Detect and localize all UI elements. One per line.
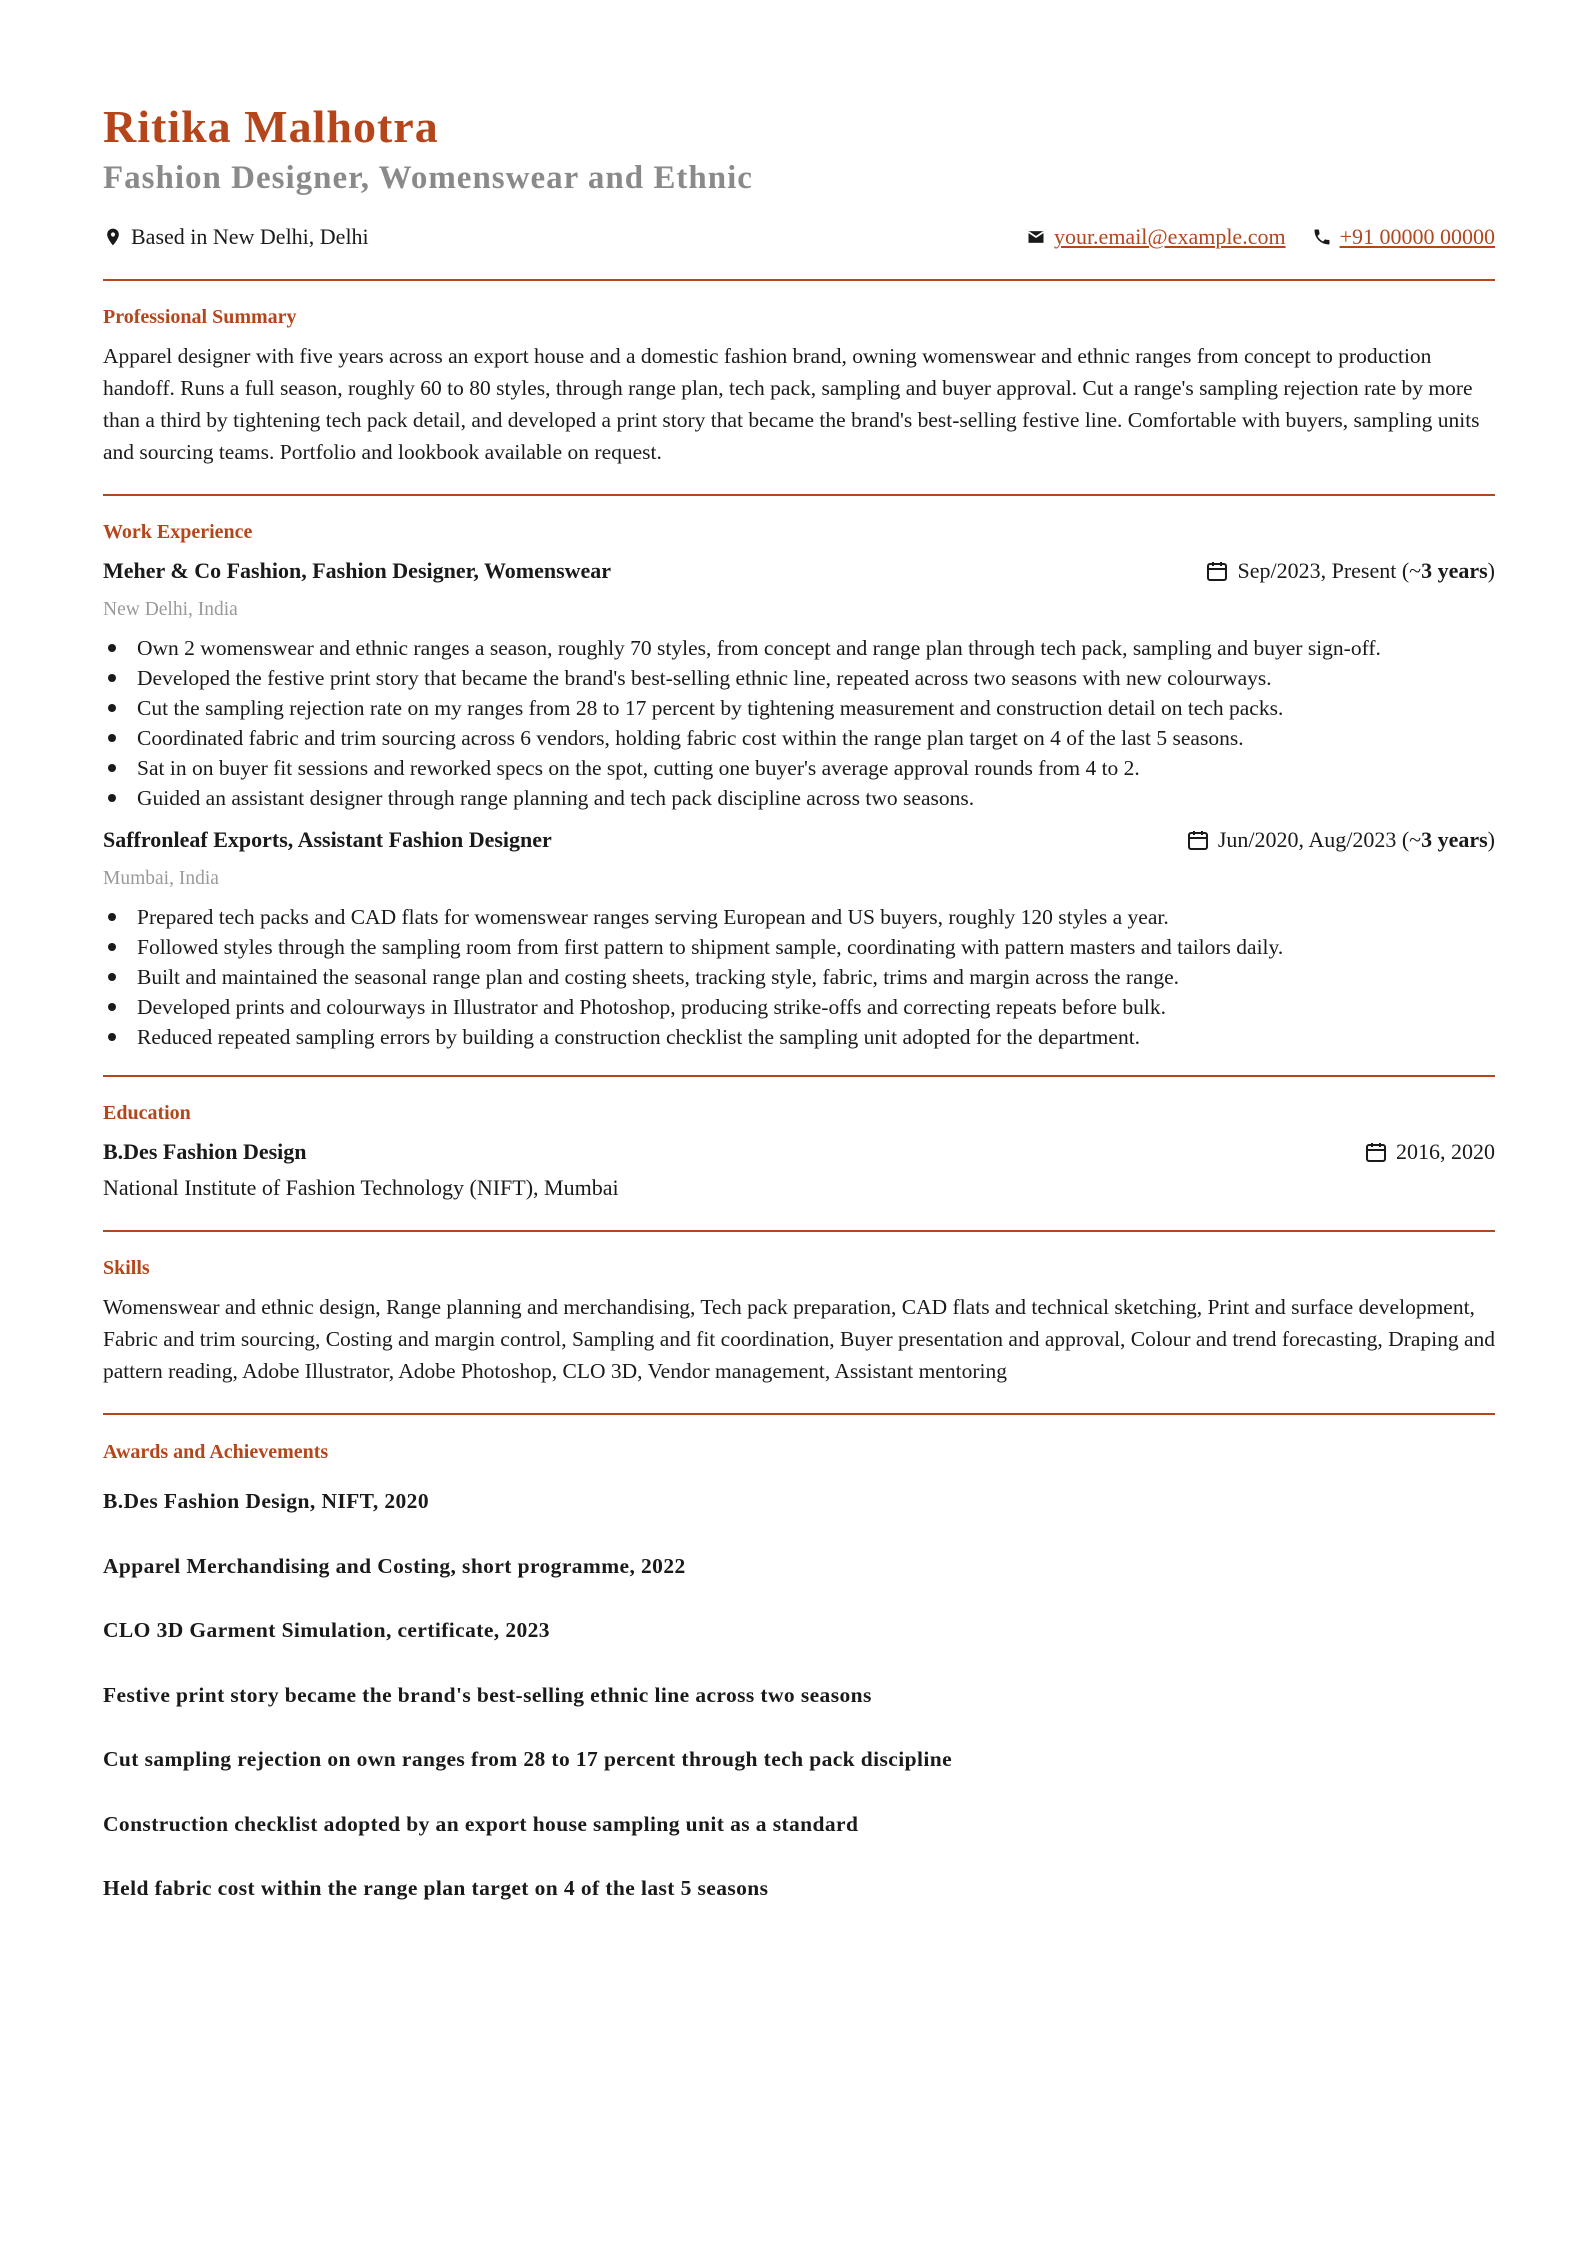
list-item: Developed the festive print story that became the brand's best-selling ethnic line, repeated across two seasons with new colourways.: [137, 663, 1495, 693]
summary-text: Apparel designer with five years across an export house and a domestic fashion brand, owning womenswear and ethnic ranges from concept to production handoff. Runs a full season, roughly 60 to 80 styles, through range plan, tech pack, sampling and buyer approval. Cut a range's sampling rejection rate by more than a third by tightening tech pack detail, and developed a print story that became the brand's best-selling festive line. Comfortable with buyers, sampling units and sourcing teams. Portfolio and lookbook available on request.: [103, 344, 1480, 464]
list-item: Coordinated fabric and trim sourcing across 6 vendors, holding fabric cost within the range plan target on 4 of the last 5 seasons.: [137, 723, 1495, 753]
candidate-headline: Fashion Designer, Womenswear and Ethnic: [103, 160, 753, 196]
mail-icon: [1026, 227, 1046, 247]
email-link[interactable]: your.email@example.com: [1053, 224, 1286, 249]
contact-links: [1026, 224, 1495, 250]
phone-icon: [1312, 227, 1332, 247]
job-dates: [1186, 825, 1495, 855]
divider: [103, 1075, 1495, 1077]
divider: [103, 494, 1495, 496]
job-dates-close: ): [1487, 558, 1495, 583]
section-title-education: Education: [103, 1102, 191, 1124]
job-header: [103, 825, 1495, 855]
section-title-summary: Professional Summary: [103, 306, 297, 328]
job-bullets: [103, 902, 1495, 1052]
list-item: Cut the sampling rejection rate on my ranges from 28 to 17 percent by tightening measurement and construction detail on tech packs.: [137, 693, 1495, 723]
job-location: Mumbai, India: [103, 868, 219, 889]
candidate-name: Ritika Malhotra: [103, 101, 439, 152]
award-item: Held fabric cost within the range plan target on 4 of the last 5 seasons: [103, 1876, 769, 1900]
award-item: Cut sampling rejection on own ranges from 28 to 17 percent through tech pack discipline: [103, 1747, 953, 1771]
phone-link[interactable]: +91 00000 00000: [1339, 224, 1495, 249]
list-item: Developed prints and colourways in Illustrator and Photoshop, producing strike-offs and correcting repeats before bulk.: [137, 992, 1495, 1022]
job-role: Assistant Fashion Designer: [297, 827, 552, 852]
list-item: Guided an assistant designer through range planning and tech pack discipline across two seasons.: [137, 783, 1495, 813]
award-item: Construction checklist adopted by an export house sampling unit as a standard: [103, 1812, 859, 1836]
location-text: Based in New Delhi, Delhi: [131, 224, 369, 249]
section-title-awards: Awards and Achievements: [103, 1441, 329, 1463]
list-item: Followed styles through the sampling room from first pattern to shipment sample, coordinating with pattern masters and tailors daily.: [137, 932, 1495, 962]
award-item: Apparel Merchandising and Costing, short programme, 2022: [103, 1554, 686, 1578]
job-title-line: Meher & Co Fashion, Fashion Designer, Womenswear: [103, 558, 612, 583]
job-duration: 3 years: [1421, 827, 1488, 852]
list-item: Built and maintained the seasonal range plan and costing sheets, tracking style, fabric, trims and margin across the range.: [137, 962, 1495, 992]
job-bullets: [103, 633, 1495, 813]
job-title-line: Saffronleaf Exports, Assistant Fashion Designer: [103, 827, 552, 852]
skills-text: Womenswear and ethnic design, Range planning and merchandising, Tech pack preparation, CAD flats and technical sketching, Print and surface development, Fabric and trim sourcing, Costing and margin control, Sampling and fit coordination, Buyer presentation and approval, Colour and trend forecasting, Draping and pattern reading, Adobe Illustrator, Adobe Photoshop, CLO 3D, Vendor management, Assistant mentoring: [103, 1295, 1496, 1383]
education-header: [103, 1137, 1495, 1167]
location-item: [103, 224, 369, 250]
divider: [103, 1230, 1495, 1232]
job-duration: 3 years: [1421, 558, 1488, 583]
section-title-skills: Skills: [103, 1257, 150, 1279]
job-location: New Delhi, India: [103, 599, 238, 620]
list-item: Reduced repeated sampling errors by building a construction checklist the sampling unit adopted for the department.: [137, 1022, 1495, 1052]
education-dates: [1364, 1137, 1495, 1167]
award-item: Festive print story became the brand's best-selling ethnic line across two seasons: [103, 1683, 872, 1707]
job-dates-text: Jun/2020, Aug/2023 (~: [1217, 827, 1422, 852]
job-dates-text: Sep/2023, Present (~: [1237, 558, 1422, 583]
job-company: Meher & Co Fashion: [103, 558, 302, 583]
award-item: B.Des Fashion Design, NIFT, 2020: [103, 1489, 429, 1513]
job-role: Fashion Designer, Womenswear: [312, 558, 612, 583]
divider: [103, 1413, 1495, 1415]
phone-item: [1312, 224, 1495, 250]
job-dates-close: ): [1487, 827, 1495, 852]
email-item: [1026, 224, 1286, 250]
calendar-icon: [1205, 559, 1229, 583]
list-item: Prepared tech packs and CAD flats for womenswear ranges serving European and US buyers, roughly 120 styles a year.: [137, 902, 1495, 932]
education-degree: B.Des Fashion Design: [103, 1139, 307, 1164]
award-item: CLO 3D Garment Simulation, certificate, 2023: [103, 1618, 550, 1642]
job-dates: [1205, 556, 1495, 586]
job-company: Saffronleaf Exports: [103, 827, 288, 852]
contact-row: [103, 222, 1495, 252]
list-item: Own 2 womenswear and ethnic ranges a season, roughly 70 styles, from concept and range plan through tech pack, sampling and buyer sign-off.: [137, 633, 1495, 663]
divider: [103, 279, 1495, 281]
list-item: Sat in on buyer fit sessions and reworked specs on the spot, cutting one buyer's average approval rounds from 4 to 2.: [137, 753, 1495, 783]
calendar-icon: [1364, 1140, 1388, 1164]
resume-header: [103, 98, 1495, 200]
map-pin-icon: [103, 227, 123, 247]
section-title-experience: Work Experience: [103, 521, 253, 543]
location-block: [103, 224, 369, 250]
job-header: [103, 556, 1495, 586]
education-dates-text: 2016, 2020: [1396, 1139, 1495, 1164]
education-institution: National Institute of Fashion Technology (NIFT), Mumbai: [103, 1175, 619, 1200]
calendar-icon: [1186, 828, 1210, 852]
